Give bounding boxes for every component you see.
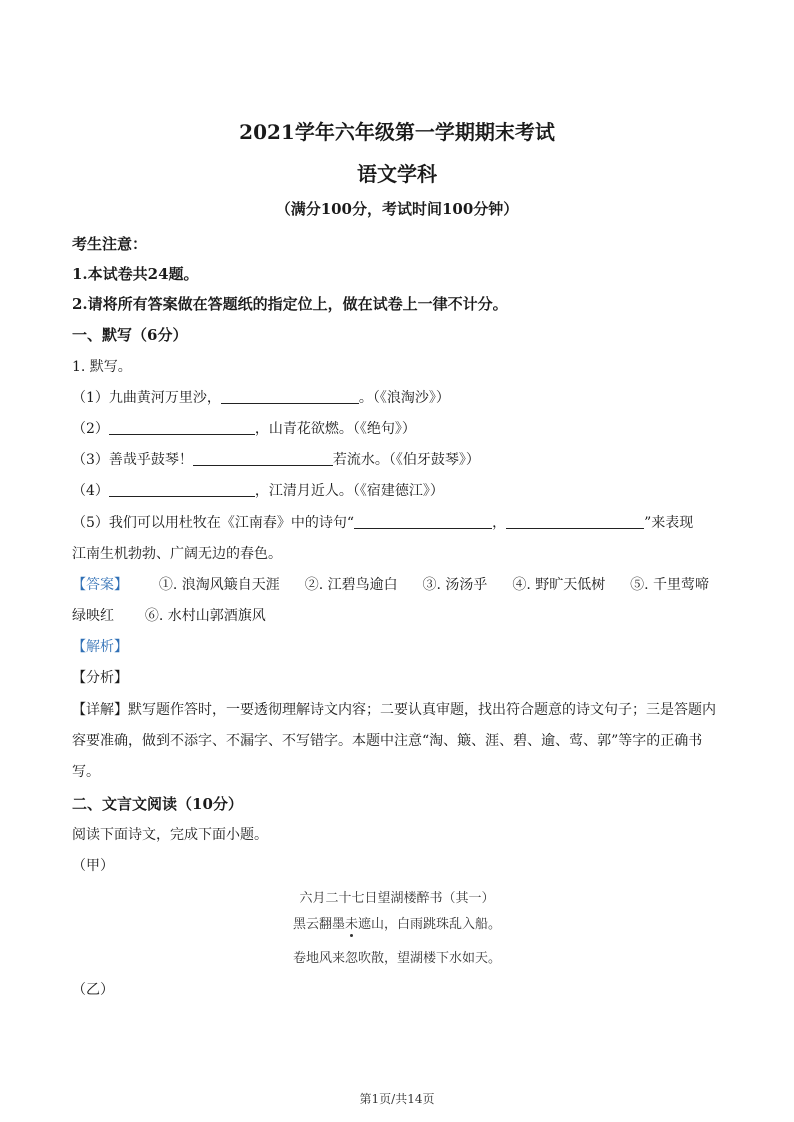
answer-blank [193,450,333,466]
notice-item-2: 2.请将所有答案做在答题纸的指定位上，做在试卷上一律不计分。 [72,295,508,313]
answer-5: ⑤. 千里莺啼 [630,577,710,593]
question-1-item-5-cont: 江南生机勃勃、广阔无边的春色。 [72,546,282,562]
question-1-label: 1. 默写。 [72,359,132,375]
poem-title: 六月二十七日望湖楼醉书（其一） [299,891,495,906]
emphasis-dot-char: 未 [344,917,358,932]
page-number: 第1页/共14页 [359,1092,435,1106]
answer-2: ②. 江碧鸟逾白 [304,577,398,593]
answer-3: ③. 汤汤乎 [422,577,488,593]
notice-heading: 考生注意： [72,235,148,253]
section2-intro: 阅读下面诗文，完成下面小题。 [72,827,268,843]
question-1-item-5: （5）我们可以用杜牧在《江南春》中的诗句“ ， ”来表现 [72,515,694,531]
question-1-item-1: （1）九曲黄河万里沙， 。（《浪淘沙》） [72,390,450,406]
poem-line-2: 卷地风来忽吹散，望湖楼下水如天。 [292,951,501,966]
poem-line-1: 黑云翻墨未遮山，白雨跳珠乱入船。 [292,917,502,932]
analysis-tag: 【解析】 [72,639,128,655]
answer-tag: 【答案】 [72,577,128,593]
answer-4: ④. 野旷天低树 [512,577,606,593]
section1-heading: 一、默写（6分） [72,326,188,344]
question-1-item-3: （3）善哉乎鼓琴！ 若流水。（《伯牙鼓琴》） [72,452,480,468]
detail-line-1: 【详解】默写题作答时，一要透彻理解诗文内容；二要认真审题，找出符合题意的诗文句子；三是答题内 [72,702,716,718]
section2-heading: 二、文言文阅读（10分） [72,795,243,813]
exam-note: （满分100分，考试时间100分钟） [275,200,519,218]
part-b-label: （乙） [72,982,114,998]
notice-item-1: 1.本试卷共24题。 [72,265,199,283]
answer-blank [354,513,492,529]
question-1-item-2: （2） ，山青花欲燃。（《绝句》） [72,421,416,437]
exam-title: 2021学年六年级第一学期期末考试 [239,120,555,144]
part-a-label: （甲） [72,858,114,874]
answer-6: ⑥. 水村山郭酒旗风 [144,608,266,624]
answer-blank [221,388,359,404]
answer-blank [109,419,255,435]
fenxi-tag: 【分析】 [72,670,128,686]
detail-line-2: 容要准确，做到不添字、不漏字、不写错字。本题中注意“淘、簸、涯、碧、逾、莺、郭”等字的正确书 [72,733,703,749]
answer-blank [109,481,255,497]
answer-row-2: 绿映红 ⑥. 水村山郭酒旗风 [72,608,266,624]
answer-blank [506,513,644,529]
answer-row [72,574,709,594]
detail-line-3: 写。 [72,764,100,780]
question-1-item-4: （4） ，江清月近人。（《宿建德江》） [72,483,444,499]
exam-subject: 语文学科 [357,162,437,186]
answer-1: ①. 浪淘风簸自天涯 [158,577,280,593]
